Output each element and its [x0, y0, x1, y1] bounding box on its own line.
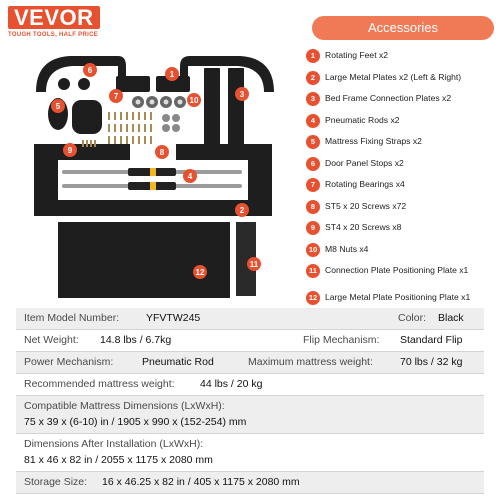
accessory-number: 11 — [306, 264, 320, 278]
rec-weight-value: 44 lbs / 20 kg — [200, 378, 263, 390]
max-weight-value: 70 lbs / 32 kg — [400, 356, 463, 368]
accessory-label: Rotating Bearings x4 — [325, 179, 405, 189]
photo-badge-7: 7 — [113, 92, 119, 101]
photo-badge-3: 3 — [239, 90, 245, 99]
accessory-item — [306, 201, 500, 223]
accessory-label: Mattress Fixing Straps x2 — [325, 136, 422, 146]
install-value: 81 x 46 x 82 in / 2055 x 1175 x 2080 mm — [24, 454, 213, 466]
photo-badge-8: 8 — [159, 148, 165, 157]
accessory-number: 5 — [306, 135, 320, 149]
accessory-item — [306, 179, 500, 201]
spec-row-weight — [16, 330, 484, 352]
storage-label: Storage Size: — [24, 476, 88, 488]
accessory-number: 12 — [306, 291, 320, 305]
accessory-item — [306, 244, 500, 266]
accessory-item — [306, 72, 500, 94]
accessory-number: 2 — [306, 71, 320, 85]
rec-weight-label: Recommended mattress weight: — [24, 378, 175, 390]
accessory-item — [306, 136, 500, 158]
accessory-number: 4 — [306, 114, 320, 128]
accessory-number: 7 — [306, 178, 320, 192]
pneumatic-rods — [62, 168, 242, 190]
compat-label: Compatible Mattress Dimensions (LxWxH): — [24, 400, 225, 412]
rotating-bearings — [132, 96, 186, 108]
large-plate-left — [34, 144, 130, 216]
strap-b — [72, 100, 102, 134]
accessory-item — [306, 265, 500, 292]
photo-badge-1: 1 — [169, 70, 175, 79]
accessory-label: Bed Frame Connection Plates x2 — [325, 93, 452, 103]
photo-badge-4: 4 — [187, 172, 193, 181]
flip-label: Flip Mechanism: — [303, 334, 380, 346]
model-label: Item Model Number: — [24, 312, 120, 324]
screws-st5 — [108, 112, 152, 144]
spec-row-storage — [16, 472, 484, 494]
accessory-label: M8 Nuts x4 — [325, 243, 369, 254]
spec-row-install — [16, 434, 484, 472]
positioning-plate-large — [58, 222, 230, 298]
spec-row-rec-weight — [16, 374, 484, 396]
accessory-item — [306, 93, 500, 115]
accessory-number: 8 — [306, 200, 320, 214]
accessories-header: Accessories — [312, 16, 494, 40]
accessory-label: Door Panel Stops x2 — [325, 157, 404, 168]
photo-badge-11: 11 — [249, 260, 259, 269]
power-label: Power Mechanism: — [24, 356, 114, 368]
spec-row-compat — [16, 396, 484, 434]
model-value: YFVTW245 — [146, 312, 201, 324]
accessory-label: Pneumatic Rods x2 — [325, 114, 400, 125]
brand-name: VEVOR — [8, 6, 100, 29]
photo-badge-10: 10 — [189, 96, 199, 105]
photo-badge-6: 6 — [87, 66, 93, 75]
plate-center — [130, 200, 176, 216]
accessory-label: Large Metal Plates x2 (Left & Right) — [325, 71, 462, 82]
compat-value: 75 x 39 x (6-10) in / 1905 x 990 x (152-254) mm — [24, 416, 247, 428]
specs-table — [16, 308, 484, 494]
flip-value: Standard Flip — [400, 334, 463, 346]
accessory-number: 9 — [306, 221, 320, 235]
accessory-item — [306, 158, 500, 180]
color-label: Color: — [398, 312, 427, 324]
accessory-label: ST5 x 20 Screws x72 — [325, 200, 407, 211]
door-stop-b — [78, 78, 90, 90]
door-stop-a — [58, 78, 70, 90]
spec-row-power — [16, 352, 484, 374]
storage-value: 16 x 46.25 x 82 in / 405 x 1175 x 2080 mm — [102, 476, 300, 488]
accessory-number: 10 — [306, 243, 320, 257]
accessories-list — [306, 50, 500, 319]
power-value: Pneumatic Rod — [142, 356, 214, 368]
brand-logo — [8, 6, 100, 38]
accessory-item — [306, 115, 500, 137]
accessory-label: Large Metal Plate Positioning Plate x1 — [325, 292, 471, 302]
accessory-item — [306, 50, 500, 72]
max-weight-label: Maximum mattress weight: — [248, 356, 373, 368]
accessory-item — [306, 222, 500, 244]
photo-badge-2: 2 — [239, 206, 245, 215]
accessory-label: Rotating Feet x2 — [325, 50, 389, 60]
photo-badge-5: 5 — [55, 102, 61, 111]
spec-row-model — [16, 308, 484, 330]
accessory-label: ST4 x 20 Screws x8 — [325, 222, 402, 232]
product-photo — [0, 40, 300, 300]
accessory-number: 3 — [306, 92, 320, 106]
brand-tagline: TOUGH TOOLS, HALF PRICE — [8, 32, 99, 38]
photo-badge-9: 9 — [67, 146, 73, 155]
accessory-number: 1 — [306, 49, 320, 63]
accessory-number: 6 — [306, 157, 320, 171]
photo-badge-12: 12 — [195, 268, 205, 277]
color-value: Black — [438, 312, 464, 324]
net-weight-value: 14.8 lbs / 6.7kg — [100, 334, 172, 346]
install-label: Dimensions After Installation (LxWxH): — [24, 438, 204, 450]
accessory-label: Connection Plate Positioning Plate x1 — [325, 265, 469, 275]
m8-nuts — [162, 114, 180, 132]
net-weight-label: Net Weight: — [24, 334, 79, 346]
